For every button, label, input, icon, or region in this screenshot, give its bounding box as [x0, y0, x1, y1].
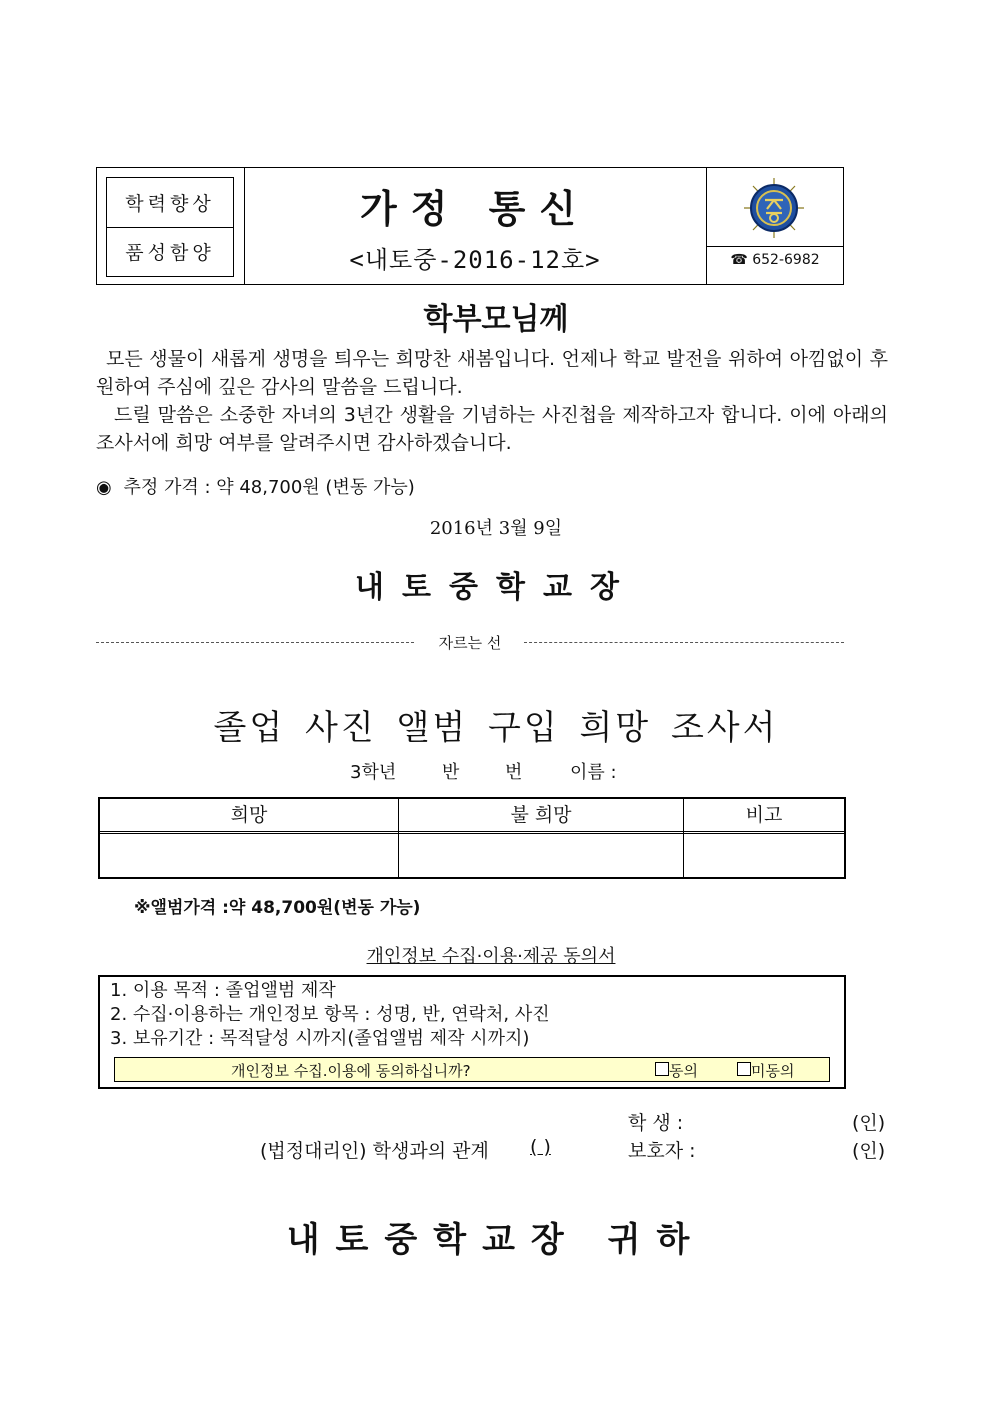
guardian-seal: (인): [852, 1140, 886, 1162]
letter-date: 2016년 3월 9일: [429, 518, 563, 539]
consent-bar: [114, 1057, 830, 1082]
privacy-consent-title: 개인정보 수집·이용·제공 동의서: [366, 946, 616, 967]
consent-question: 개인정보 수집.이용에 동의하십니까?: [231, 1062, 471, 1080]
cut-dash-right: [524, 642, 844, 643]
principal-signature: 내토중학교장: [355, 570, 637, 605]
privacy-purpose: 1. 이용 목적 : 졸업앨범 제작: [110, 980, 336, 1001]
privacy-retention: 3. 보유기간 : 목적달성 시까지(졸업앨범 제작 시까지): [110, 1028, 530, 1049]
salutation: 학부모님께: [423, 302, 569, 337]
greeting-paragraph: 모든 생물이 새롭게 생명을 틔우는 희망찬 새봄입니다. 언제나 학교 발전을 위하여 아낌없이 후원하여 주심에 깊은 감사의 말씀을 드립니다.: [96, 348, 888, 398]
title-panel: [245, 168, 707, 284]
album-price-note: ※앨범가격 :약 48,700원(변동 가능): [134, 898, 421, 918]
header-not-want: 불 희망: [399, 799, 683, 834]
motto-panel: [97, 168, 245, 284]
header-remarks: 비고: [684, 799, 844, 834]
grade-label: 3학년: [350, 762, 397, 783]
col-remarks[interactable]: [684, 799, 844, 877]
class-label: 반: [442, 762, 460, 783]
newsletter-header: [96, 167, 844, 285]
agree-checkbox[interactable]: [655, 1062, 669, 1076]
school-phone: ☎ 652-6982: [730, 252, 820, 268]
guardian-sign-label: 보호자 :: [628, 1140, 696, 1162]
logo-panel: [707, 168, 843, 284]
agree-label: 동의: [669, 1062, 698, 1080]
issue-number: <내토중-2016-12호>: [349, 246, 601, 274]
closing-addressee: 내토중학교장 귀하: [286, 1220, 706, 1260]
disagree-label: 미동의: [751, 1062, 795, 1080]
motto-box: [106, 177, 234, 277]
motto-character: 품성함양: [125, 242, 215, 264]
request-paragraph: 드릴 말씀은 소중한 자녀의 3년간 생활을 기념하는 사진첩을 제작하고자 합니다. 이에 아래의 조사서에 희망 여부를 알려주시면 감사하겠습니다.: [96, 404, 888, 454]
name-label: 이름 :: [570, 762, 617, 783]
student-seal: (인): [852, 1112, 886, 1134]
header-want: 희망: [100, 799, 398, 834]
estimated-price-text: 추정 가격 : 약 48,700원 (변동 가능): [123, 477, 415, 498]
bullet-icon: ◉: [96, 477, 112, 498]
estimated-price: [96, 473, 415, 499]
survey-table: [98, 797, 846, 879]
disagree-checkbox[interactable]: [737, 1062, 751, 1076]
number-label: 번: [505, 762, 523, 783]
cut-line: [96, 632, 844, 652]
relation-label: (법정대리인) 학생과의 관계: [260, 1140, 489, 1162]
privacy-items: 2. 수집·이용하는 개인정보 항목 : 성명, 반, 연락처, 사진: [110, 1004, 550, 1025]
privacy-consent-box: [98, 975, 846, 1089]
motto-academic: 학력향상: [107, 178, 233, 228]
student-sign-label: 학 생 :: [628, 1112, 684, 1134]
cut-line-label: 자르는 선: [438, 634, 502, 652]
logo-area: [707, 168, 843, 247]
col-not-want[interactable]: [399, 799, 684, 877]
relation-blank[interactable]: ( ): [530, 1136, 551, 1158]
newsletter-title: 가정 통신: [359, 187, 591, 231]
col-want[interactable]: [100, 799, 399, 877]
survey-title: 졸업 사진 앨범 구입 희망 조사서: [213, 708, 779, 748]
school-logo-icon: [741, 176, 807, 240]
